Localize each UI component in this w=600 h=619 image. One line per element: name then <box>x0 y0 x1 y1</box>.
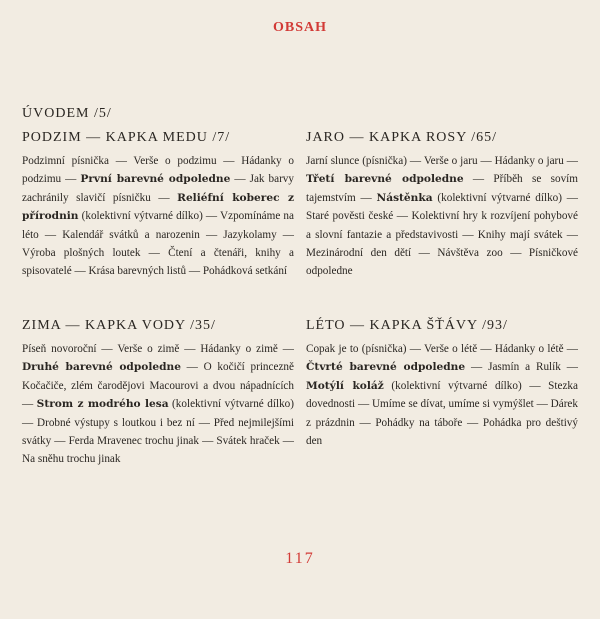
section-bold-item: Nástěnka <box>376 191 433 204</box>
section-heading-zima: ZIMA — KAPKA VODY /35/ <box>22 318 216 333</box>
section-text: Copak je to (písnička) — Verše o létě — Hádanky o létě — <box>306 343 578 355</box>
section-bold-item: Druhé barevné odpoledne <box>22 361 181 374</box>
section-body-podzim <box>22 152 294 281</box>
section-heading-jaro: JARO — KAPKA ROSY /65/ <box>306 130 498 145</box>
section-text: — O kočičí princezně Kočačiče, zlém čarodějovi Macourovi a dvou nápadnících — <box>22 361 294 411</box>
section-text: (kolektivní výtvarné dílko) — Stezka dovednosti — Umíme se dívat, umíme si vymýšlet — Dárek z prázdnin — Pohádky na táboře — Pohádka pro deštivý den <box>306 379 578 448</box>
section-text: — Příběh se sovím tajemstvím — <box>306 173 578 204</box>
section-text: (kolektivní výtvarné dílko) — Vzpomínáme na léto — Kalendář svátků a narozenin — Jazykolamy — Výroba plošných loutek — Čtení a čtenáři, knihy a spisovatelé — Krása barevných listů — Pohádková setkání <box>22 210 294 278</box>
page-title: OBSAH <box>272 20 327 35</box>
page-number: 117 <box>285 550 315 567</box>
section-bold-item: Motýlí koláž <box>306 379 384 392</box>
section-text: Píseň novoroční — Verše o zimě — Hádanky o zimě — <box>22 343 294 355</box>
section-heading-podzim: PODZIM — KAPKA MEDU /7/ <box>22 130 231 145</box>
section-bold-item: Strom z modrého lesa <box>36 398 169 411</box>
section-text: Podzimní písnička — Verše o podzimu — Hádanky o podzimu — <box>22 155 294 186</box>
section-bold-item: První barevné odpoledne <box>80 173 231 186</box>
section-body-zima <box>22 340 294 469</box>
toc-entry-uvodem: ÚVODEM /5/ <box>22 106 112 121</box>
section-heading-leto: LÉTO — KAPKA ŠŤÁVY /93/ <box>306 318 508 333</box>
section-text: Jarní slunce (písnička) — Verše o jaru — Hádanky o jaru — <box>306 155 578 167</box>
section-body-leto <box>306 340 578 450</box>
section-text: (kolektivní výtvarné dílko) — Staré pověsti české — Kolektivní hry k rozvíjení pohybové a slovní fantazie a představivosti — Knihy mají svátek — Mezinárodní den dětí — Návštěva zoo — Písničkové odpoledne <box>306 191 578 278</box>
section-bold-item: Třetí barevné odpoledne <box>306 173 464 186</box>
section-bold-item: Reliéfní koberec z přírodnin <box>22 191 295 223</box>
section-text: — Jak barvy zachránily slavičí písničku — <box>22 173 294 204</box>
section-text: — Jasmín a Rulík — <box>465 361 578 374</box>
section-body-jaro <box>306 152 578 281</box>
section-bold-item: Čtvrté barevné odpoledne <box>306 361 466 374</box>
section-text: (kolektivní výtvarné dílko) — Drobné výstupy s loutkou i bez ní — Před nejmilejšími svátky — Ferda Mravenec trochu jinak — Svátek hraček — Na sněhu trochu jinak <box>22 398 294 466</box>
